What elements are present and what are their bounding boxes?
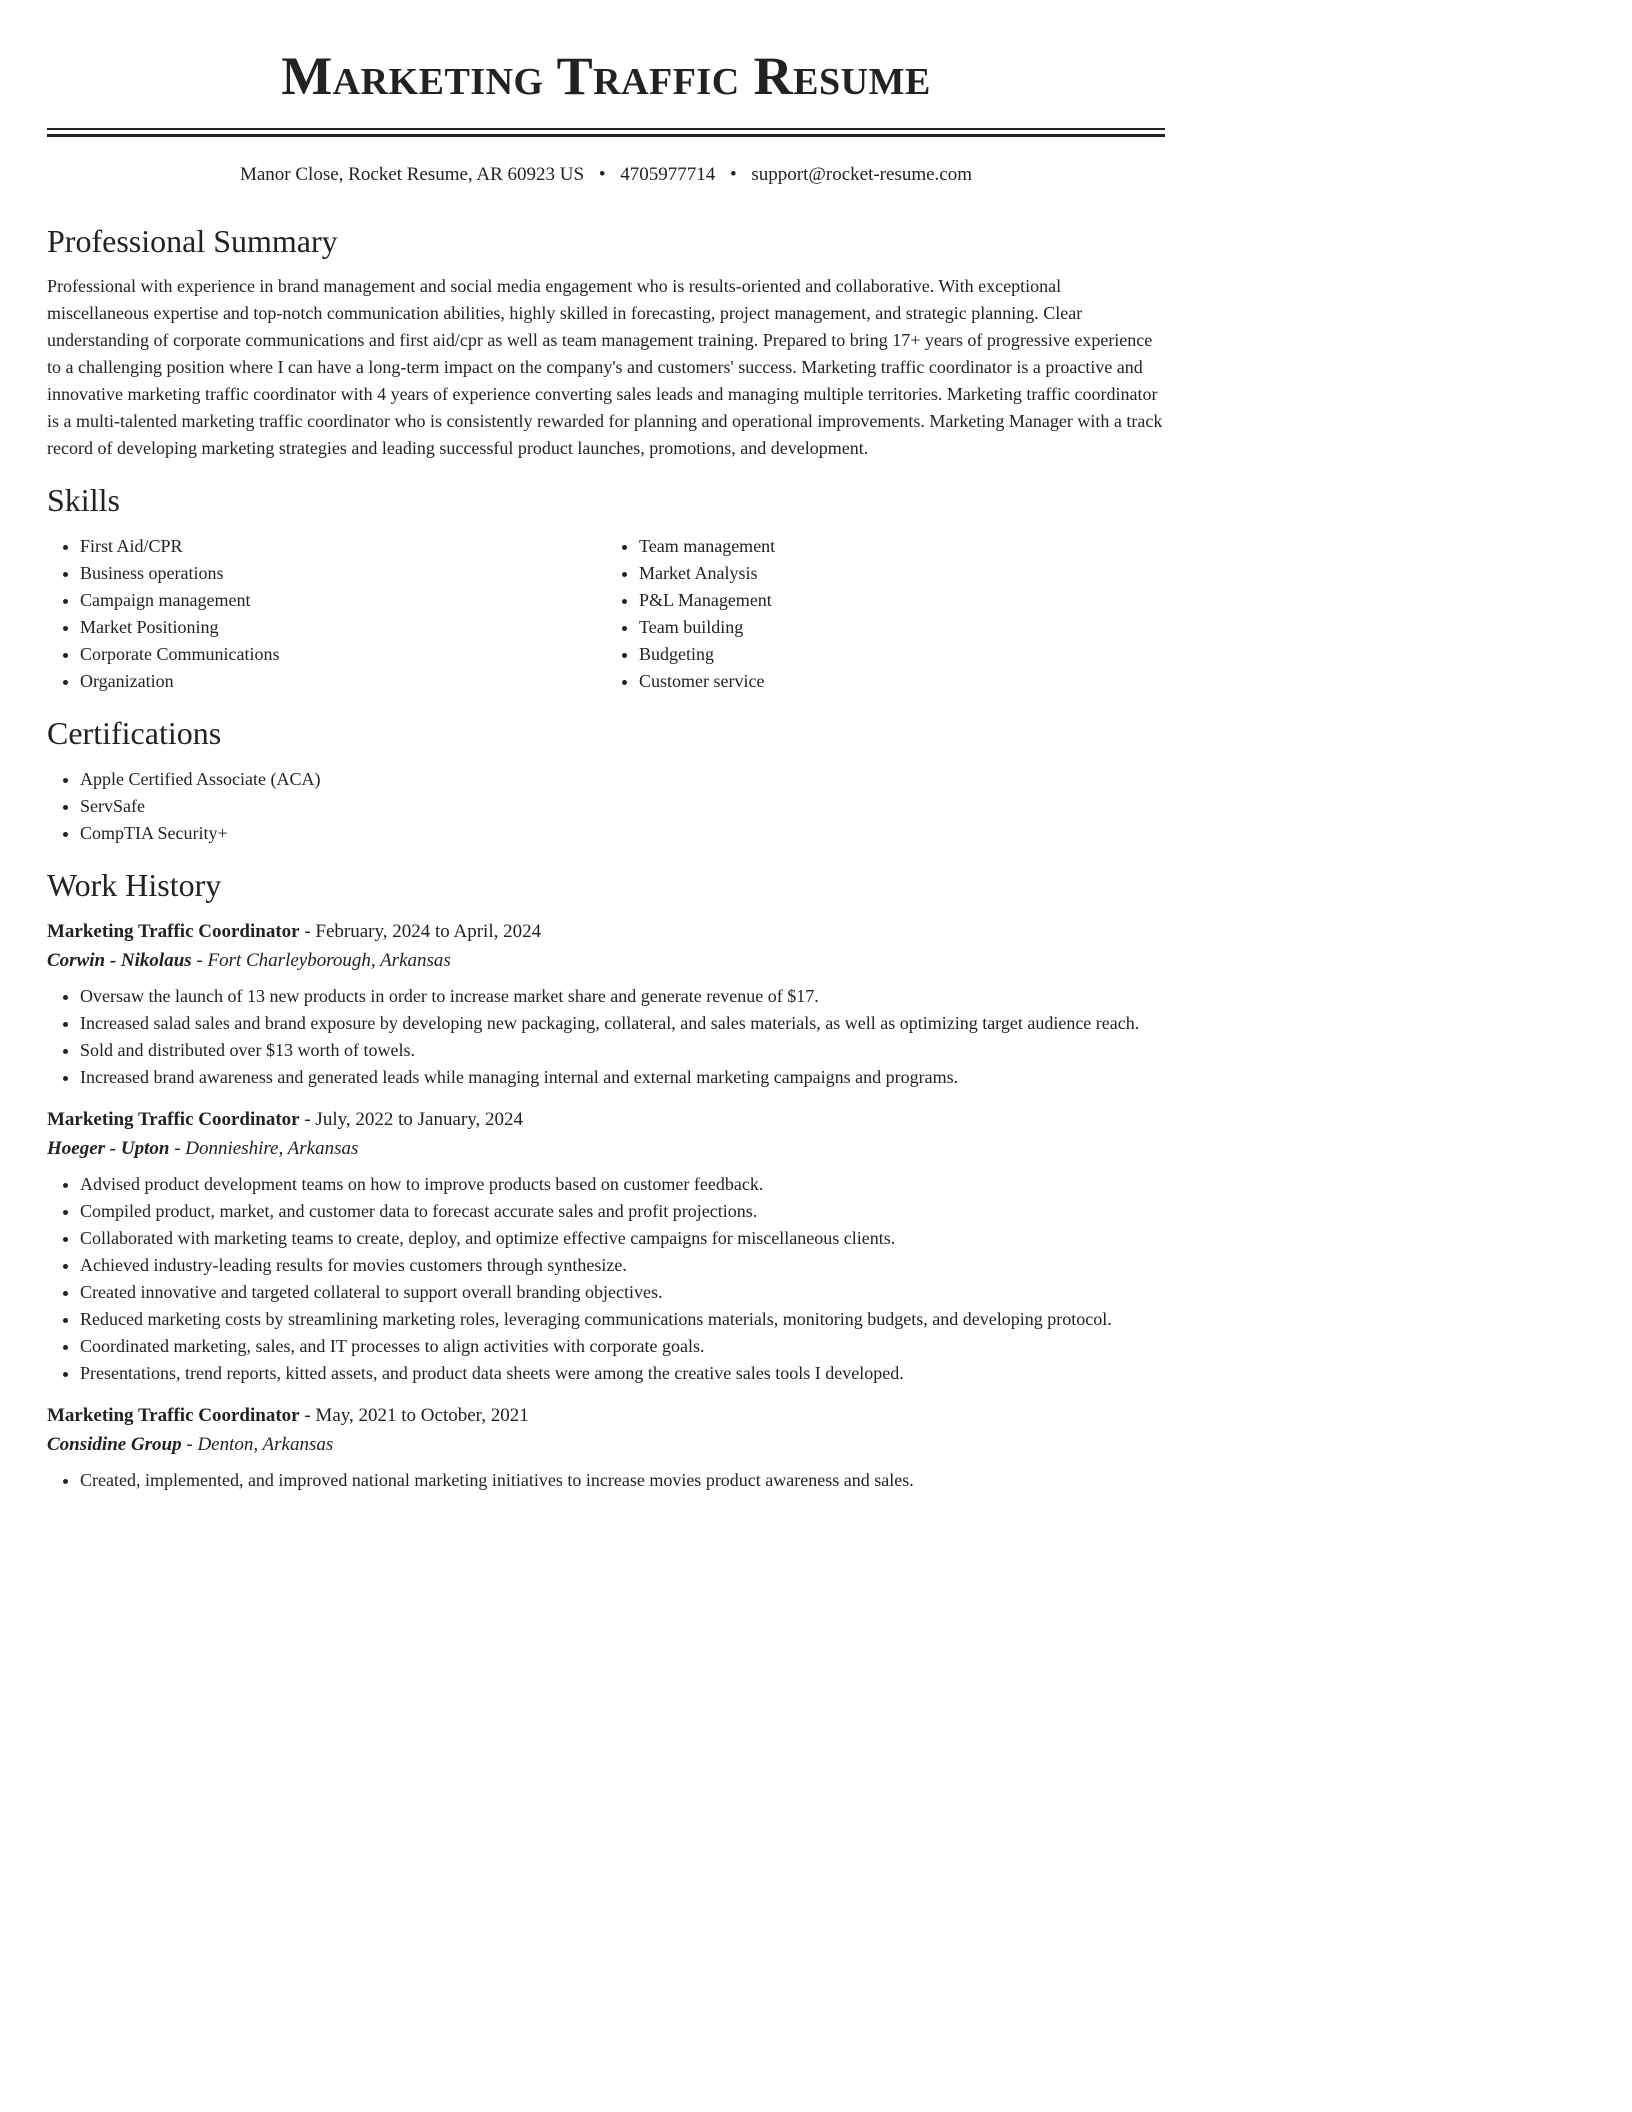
skill-item: • Market Positioning: [80, 614, 606, 641]
job-bullet: • Increased brand awareness and generated leads while managing internal and external marketing campaigns and programs.: [80, 1064, 1165, 1091]
job-dates: - July, 2022 to January, 2024: [299, 1109, 523, 1130]
certification-item: • ServSafe: [80, 793, 1165, 820]
title-rule-bottom: [47, 134, 1165, 137]
job-title: Marketing Traffic Coordinator: [47, 1405, 300, 1426]
skill-item: • Corporate Communications: [80, 641, 606, 668]
job-dates: - May, 2021 to October, 2021: [299, 1405, 529, 1426]
skill-item: • Customer service: [639, 668, 1165, 695]
job-title-line: [47, 1105, 1165, 1134]
title-rule-top: [47, 128, 1165, 130]
job-entry: [47, 1105, 1165, 1387]
job-bullet: • Achieved industry-leading results for movies customers through synthesize.: [80, 1252, 1165, 1279]
job-bullet: • Created, implemented, and improved national marketing initiatives to increase movies product awareness and sales.: [80, 1467, 1165, 1494]
job-title: Marketing Traffic Coordinator: [47, 1109, 300, 1130]
job-bullet: • Increased salad sales and brand exposure by developing new packaging, collateral, and sales materials, as well as optimizing target audience reach.: [80, 1010, 1165, 1037]
job-bullet: • Reduced marketing costs by streamlining marketing roles, leveraging communications materials, monitoring budgets, and developing protocol.: [80, 1306, 1165, 1333]
skill-item: • P&L Management: [639, 587, 1165, 614]
skills-list-left: [47, 533, 606, 695]
job-bullet: • Compiled product, market, and customer data to forecast accurate sales and profit projections.: [80, 1198, 1165, 1225]
skill-item: • Campaign management: [80, 587, 606, 614]
job-dates: - February, 2024 to April, 2024: [299, 921, 542, 942]
contact-email: support@rocket-resume.com: [751, 164, 973, 185]
job-company-line: [47, 1134, 1165, 1163]
job-company: Corwin - Nikolaus: [47, 950, 192, 971]
skill-item: • Business operations: [80, 560, 606, 587]
contact-line: [47, 163, 1165, 187]
work-history-heading: Work History: [47, 867, 222, 903]
job-entry: [47, 917, 1165, 1091]
contact-separator: •: [598, 164, 606, 185]
job-location: - Denton, Arkansas: [181, 1434, 334, 1455]
certification-item: • CompTIA Security+: [80, 820, 1165, 847]
job-bullets: [47, 983, 1165, 1091]
job-bullet: • Advised product development teams on how to improve products based on customer feedback.: [80, 1171, 1165, 1198]
certification-item: • Apple Certified Associate (ACA): [80, 766, 1165, 793]
skills-columns: [47, 533, 1165, 695]
certifications-list: [47, 766, 1165, 847]
job-entry: [47, 1401, 1165, 1494]
job-bullets: [47, 1467, 1165, 1494]
job-title-line: [47, 917, 1165, 946]
job-bullet: • Presentations, trend reports, kitted assets, and product data sheets were among the creative sales tools I developed.: [80, 1360, 1165, 1387]
job-location: - Fort Charleyborough, Arkansas: [191, 950, 451, 971]
job-bullet: • Collaborated with marketing teams to create, deploy, and optimize effective campaigns for miscellaneous clients.: [80, 1225, 1165, 1252]
certifications-heading: Certifications: [47, 715, 222, 751]
job-company: Hoeger - Upton: [47, 1138, 170, 1159]
summary-text: Professional with experience in brand management and social media engagement who is results-oriented and collaborative. With exceptional miscellaneous expertise and top-notch communication abilities, highly skilled in forecasting, project management, and strategic planning. Clear understanding of corporate communications and first aid/cpr as well as team management training. Prepared to bring 17+ years of progressive experience to a challenging position where I can have a long-term impact on the company's and customers' success. Marketing traffic coordinator is a proactive and innovative marketing traffic coordinator with 4 years of experience converting sales leads and managing multiple territories. Marketing traffic coordinator is a multi-talented marketing traffic coordinator who is consistently rewarded for planning and operational improvements. Marketing Manager with a track record of developing marketing strategies and leading successful product launches, promotions, and development.: [47, 276, 1163, 458]
skill-item: • Team management: [639, 533, 1165, 560]
skill-item: • Market Analysis: [639, 560, 1165, 587]
job-bullet: • Sold and distributed over $13 worth of towels.: [80, 1037, 1165, 1064]
job-bullet: • Created innovative and targeted collateral to support overall branding objectives.: [80, 1279, 1165, 1306]
job-title-line: [47, 1401, 1165, 1430]
job-bullets: [47, 1171, 1165, 1387]
summary-heading: Professional Summary: [47, 223, 338, 259]
job-title: Marketing Traffic Coordinator: [47, 921, 300, 942]
skill-item: • Team building: [639, 614, 1165, 641]
job-company: Considine Group: [47, 1434, 182, 1455]
skill-item: • First Aid/CPR: [80, 533, 606, 560]
job-location: - Donnieshire, Arkansas: [169, 1138, 359, 1159]
contact-phone: 4705977714: [620, 164, 716, 185]
skill-item: • Budgeting: [639, 641, 1165, 668]
job-bullet: • Coordinated marketing, sales, and IT processes to align activities with corporate goals.: [80, 1333, 1165, 1360]
job-company-line: [47, 1430, 1165, 1459]
resume-title: Marketing Traffic Resume: [281, 46, 931, 106]
skill-item: • Organization: [80, 668, 606, 695]
contact-separator: •: [729, 164, 737, 185]
skills-heading: Skills: [47, 482, 120, 518]
skills-list-right: [606, 533, 1165, 695]
job-company-line: [47, 946, 1165, 975]
contact-address: Manor Close, Rocket Resume, AR 60923 US: [239, 164, 585, 185]
job-bullet: • Oversaw the launch of 13 new products in order to increase market share and generate revenue of $17.: [80, 983, 1165, 1010]
resume-page: [47, 0, 1165, 1494]
